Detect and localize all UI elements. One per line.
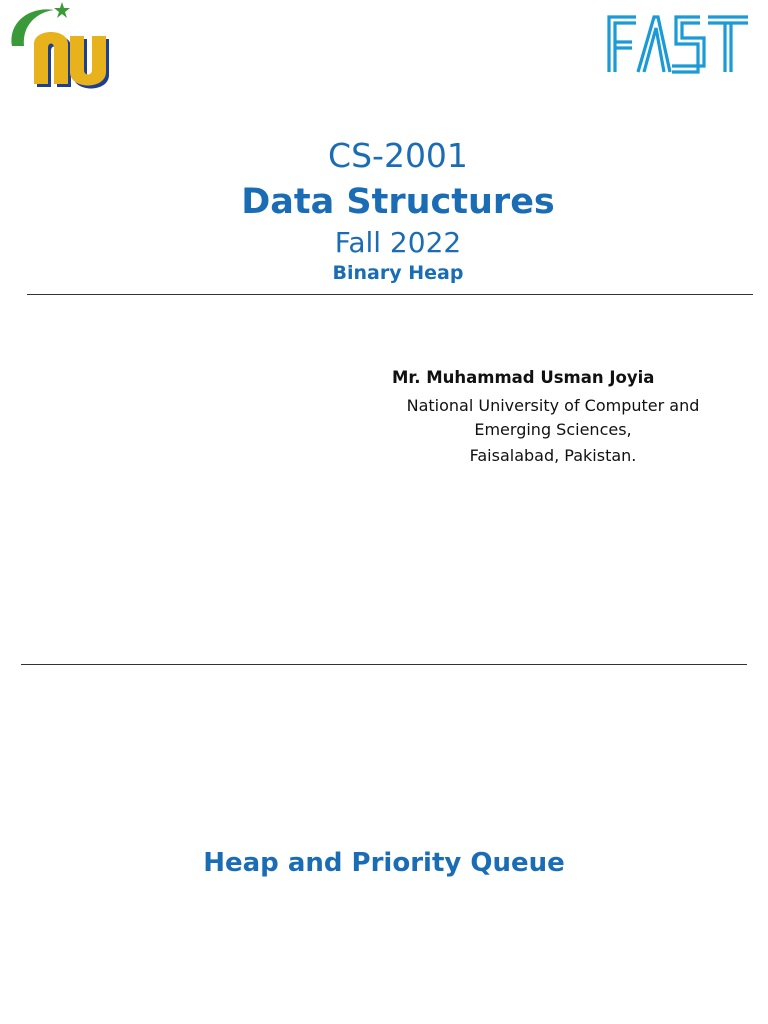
nu-logo <box>4 0 112 90</box>
semester: Fall 2022 <box>334 226 462 259</box>
instructor-name: Mr. Muhammad Usman Joyia <box>392 368 655 387</box>
affiliation-line-1: National University of Computer and <box>406 396 700 415</box>
course-code: CS-2001 <box>328 136 468 175</box>
section-title: Heap and Priority Queue <box>203 848 565 878</box>
divider-bottom <box>21 664 747 665</box>
divider-top <box>27 294 753 295</box>
fast-logo <box>606 14 750 74</box>
topic-subtitle: Binary Heap <box>332 262 464 284</box>
affiliation-line-3: Faisalabad, Pakistan. <box>469 446 637 465</box>
course-title: Data Structures <box>241 182 555 222</box>
affiliation-line-2: Emerging Sciences, <box>474 420 632 439</box>
